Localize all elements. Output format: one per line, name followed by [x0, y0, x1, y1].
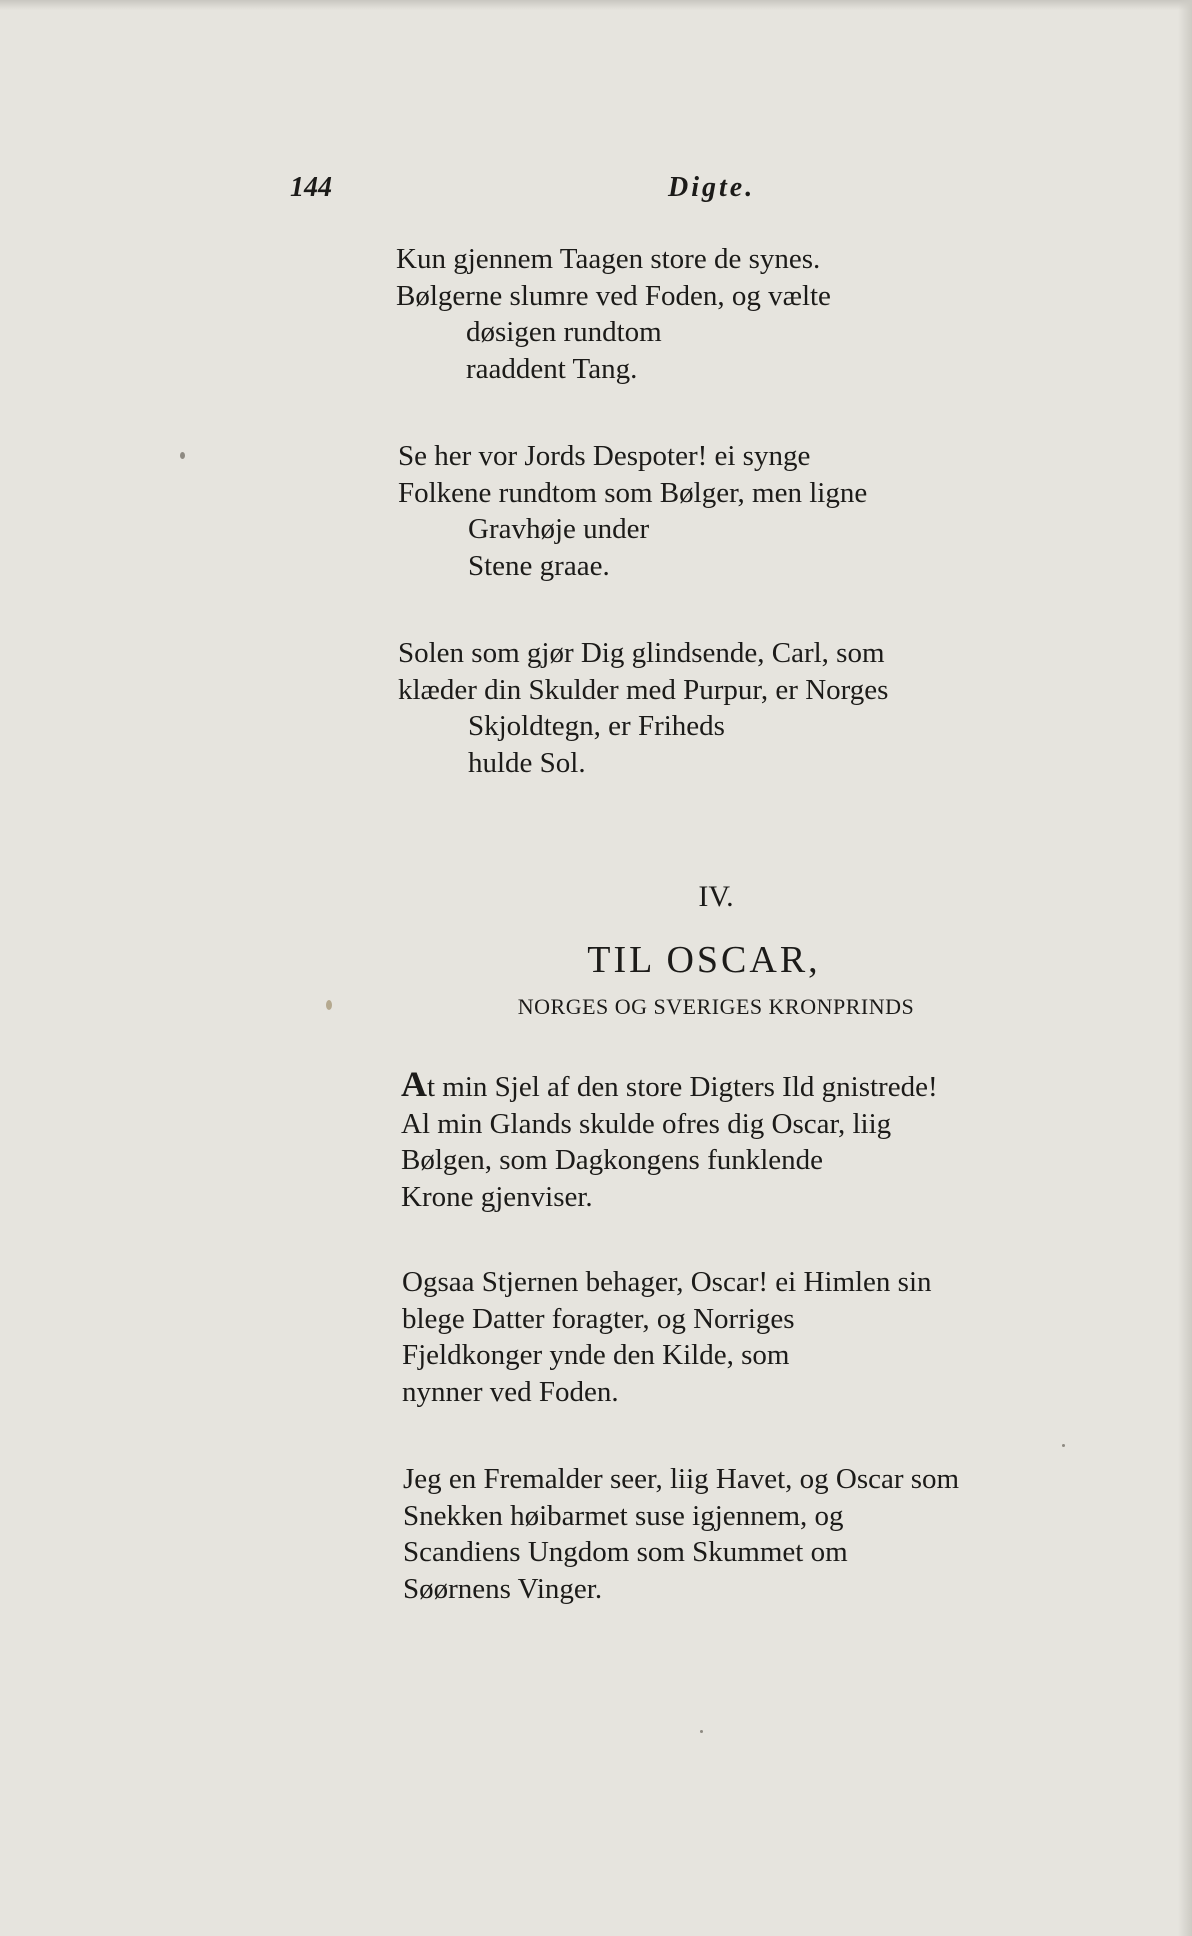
poem-title: TIL OSCAR, — [587, 939, 821, 981]
section-number: IV. — [698, 880, 734, 913]
paper-speck — [700, 1730, 703, 1733]
running-title: Digte. — [668, 172, 756, 203]
verse-line: Gravhøje under — [468, 513, 650, 545]
verse-line: Se her vor Jords Despoter! ei synge — [398, 440, 811, 472]
stanza-5 — [402, 1264, 1162, 1410]
verse-line — [401, 1066, 1161, 1106]
verse-line: nynner ved Foden. — [402, 1375, 619, 1408]
verse-line: klæder din Skulder med Purpur, er Norges — [398, 673, 889, 706]
verse-line: Stene graae. — [468, 549, 610, 582]
stanza-4 — [401, 1066, 1161, 1215]
paper-speck — [1062, 1444, 1065, 1447]
paper-speck — [180, 452, 185, 459]
verse-line: Al min Glands skulde ofres dig Oscar, liig — [401, 1107, 892, 1140]
stanza-2 — [398, 438, 1158, 584]
verse-line: hulde Sol. — [468, 746, 586, 779]
verse-line: blege Datter foragter, og Norriges — [402, 1302, 795, 1335]
drop-cap: A — [401, 1064, 427, 1104]
verse-line: Fjeldkonger ynde den Kilde, som — [402, 1339, 790, 1371]
verse-line: Folkene rundtom som Bølger, men ligne — [398, 476, 868, 509]
stanza-3 — [398, 635, 1158, 781]
paper-speck — [326, 1000, 332, 1010]
verse-line: Skjoldtegn, er Friheds — [468, 710, 725, 742]
running-head — [0, 172, 1192, 212]
verse-line: Snekken høibarmet suse igjennem, og — [403, 1499, 844, 1532]
verse-line: Bølgen, som Dagkongens funklende — [401, 1144, 824, 1176]
verse-line-text: t min Sjel af den store Digters Ild gnistrede! — [427, 1071, 938, 1103]
verse-line: døsigen rundtom — [466, 316, 662, 348]
poem-subtitle: NORGES OG SVERIGES KRONPRINDS — [517, 994, 915, 1019]
verse-line: Scandiens Ungdom som Skummet om — [403, 1536, 848, 1568]
page-number: 144 — [290, 172, 332, 203]
verse-line: Solen som gjør Dig glindsende, Carl, som — [398, 637, 885, 669]
verse-line: Bølgerne slumre ved Foden, og vælte — [396, 279, 831, 312]
verse-line: Ogsaa Stjernen behager, Oscar! ei Himlen sin — [402, 1266, 932, 1298]
stanza-1 — [396, 241, 1156, 387]
verse-line: Krone gjenviser. — [401, 1180, 593, 1213]
verse-line: raaddent Tang. — [466, 352, 638, 385]
verse-line: Søørnens Vinger. — [403, 1572, 603, 1605]
stanza-6 — [403, 1461, 1163, 1607]
verse-line: Kun gjennem Taagen store de synes. — [396, 243, 821, 275]
verse-line: Jeg en Fremalder seer, liig Havet, og Oscar som — [403, 1463, 960, 1495]
